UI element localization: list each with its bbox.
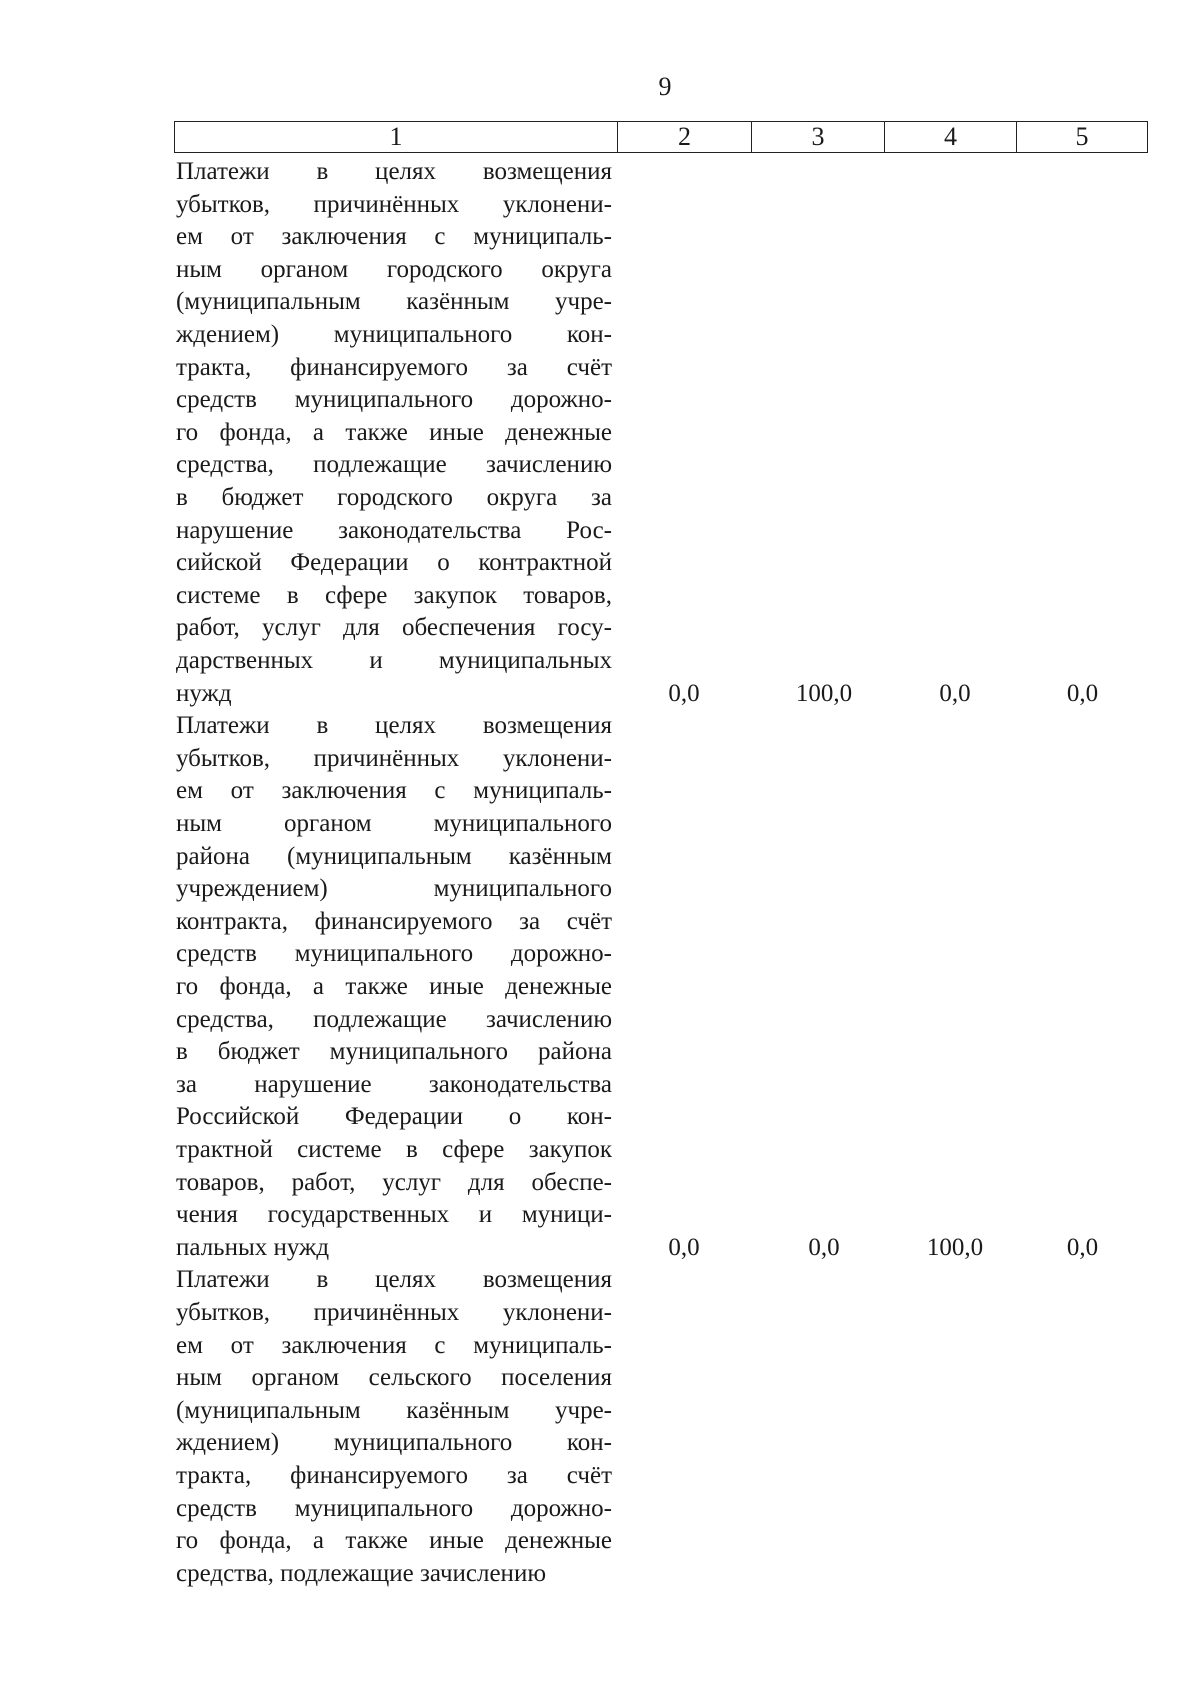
table-cell-col-5: 0,0 xyxy=(1066,1233,1099,1261)
table-cell-col-2: 0,0 xyxy=(668,679,700,707)
header-col-4: 4 xyxy=(885,122,1017,153)
row-text-line: района (муниципальным казённым xyxy=(176,842,612,870)
header-col-5: 5 xyxy=(1017,122,1148,153)
row-text-line: нарушение законодательства Рос- xyxy=(176,516,612,544)
table-header xyxy=(174,121,1148,153)
row-text-line: за нарушение законодательства xyxy=(176,1070,612,1098)
row-text-line: в бюджет городского округа за xyxy=(176,483,612,511)
row-text-line: системе в сфере закупок товаров, xyxy=(176,581,612,609)
row-text-line: в бюджет муниципального района xyxy=(176,1038,612,1066)
row-text-line: Российской Федерации о кон- xyxy=(176,1103,612,1131)
header-col-3: 3 xyxy=(752,122,885,153)
table-row-text xyxy=(176,1264,612,1590)
row-text-line: средства, подлежащие зачислению xyxy=(176,451,612,479)
row-text-line: ным органом городского округа xyxy=(176,255,612,283)
row-text-line: сийской Федерации о контрактной xyxy=(176,549,612,577)
row-text-line: учреждением) муниципального xyxy=(176,875,612,903)
row-text-line: средства, подлежащие зачислению xyxy=(176,1559,546,1587)
row-text-line: контракта, финансируемого за счёт xyxy=(176,907,612,935)
row-text-line: го фонда, а также иные денежные xyxy=(176,418,612,446)
row-text-line: убытков, причинённых уклонени- xyxy=(176,190,612,218)
row-text-line: ждением) муниципального кон- xyxy=(176,1429,612,1457)
row-text-line: убытков, причинённых уклонени- xyxy=(176,744,612,772)
table-cell-col-4: 0,0 xyxy=(939,679,971,707)
row-text-line: тракта, финансируемого за счёт xyxy=(176,1461,612,1489)
row-text-line: средств муниципального дорожно- xyxy=(176,386,612,414)
row-text-line: го фонда, а также иные денежные xyxy=(176,1527,612,1555)
row-text-line: пальных нужд xyxy=(176,1233,330,1261)
table-cell-col-3: 0,0 xyxy=(808,1233,840,1261)
table-cell-col-3: 100,0 xyxy=(795,679,853,707)
row-text-line: трактной системе в сфере закупок xyxy=(176,1135,612,1163)
header-col-2: 2 xyxy=(618,122,752,153)
row-text-line: ем от заключения с муниципаль- xyxy=(176,1331,612,1359)
row-text-line: средств муниципального дорожно- xyxy=(176,1494,612,1522)
table-row-text xyxy=(176,710,612,1264)
row-text-line: ным органом муниципального xyxy=(176,809,612,837)
row-text-line: Платежи в целях возмещения xyxy=(176,1266,612,1294)
header-col-1: 1 xyxy=(175,122,618,153)
page-number: 9 xyxy=(658,72,672,101)
row-text-line: (муниципальным казённым учре- xyxy=(176,288,612,316)
row-text-line: ем от заключения с муниципаль- xyxy=(176,223,612,251)
row-text-line: товаров, работ, услуг для обеспе- xyxy=(176,1168,612,1196)
row-text-line: ждением) муниципального кон- xyxy=(176,320,612,348)
row-text-line: ным органом сельского поселения xyxy=(176,1364,612,1392)
table-cell-col-2: 0,0 xyxy=(668,1233,700,1261)
row-text-line: тракта, финансируемого за счёт xyxy=(176,353,612,381)
row-text-line: дарственных и муниципальных xyxy=(176,646,612,674)
row-text-line: (муниципальным казённым учре- xyxy=(176,1396,612,1424)
table-cell-col-5: 0,0 xyxy=(1066,679,1099,707)
row-text-line: го фонда, а также иные денежные xyxy=(176,972,612,1000)
row-text-line: чения государственных и муници- xyxy=(176,1201,612,1229)
table-row-text xyxy=(176,156,612,710)
row-text-line: средств муниципального дорожно- xyxy=(176,940,612,968)
row-text-line: Платежи в целях возмещения xyxy=(176,158,612,185)
row-text-line: Платежи в целях возмещения xyxy=(176,712,612,740)
header-row xyxy=(175,122,1148,153)
row-text-line: убытков, причинённых уклонени- xyxy=(176,1298,612,1326)
table-row-values xyxy=(0,677,1200,710)
table-row-values xyxy=(0,1231,1200,1264)
row-text-line: средства, подлежащие зачислению xyxy=(176,1005,612,1033)
row-text-line: нужд xyxy=(176,679,232,707)
row-text-line: ем от заключения с муниципаль- xyxy=(176,777,612,805)
row-text-line: работ, услуг для обеспечения госу- xyxy=(176,614,612,642)
table-cell-col-4: 100,0 xyxy=(926,1233,984,1261)
